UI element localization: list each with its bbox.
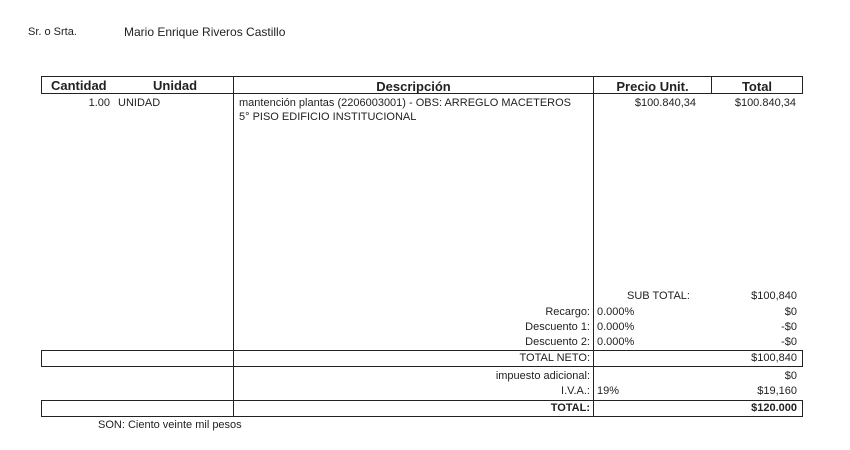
descuento2-pct: 0.000% [597,336,635,348]
subtotal-label: SUB TOTAL: [627,290,690,302]
left-border-header [41,76,42,94]
right-border-neto [802,350,803,367]
total-label: TOTAL: [550,402,590,414]
descuento1-label: Descuento 1: [525,321,590,333]
iva-pct: 19% [597,385,620,397]
total-bottom-border [41,416,802,417]
descuento2-value: -$0 [781,336,797,348]
recargo-pct: 0.000% [597,306,635,318]
customer-name: Mario Enrique Riveros Castillo [124,25,286,39]
header-total: Total [741,79,773,94]
table-top-border [41,76,802,77]
total-value: $120.000 [751,402,797,414]
item-total: $100.840,34 [734,97,796,109]
item-descripcion-line1: mantención plantas (2206003001) - OBS: ARREGLO MACETEROS [239,97,571,109]
iva-label: I.V.A.: [561,385,590,397]
descuento2-label: Descuento 2: [525,336,590,348]
right-border-total [802,400,803,417]
neto-value: $100,840 [751,352,797,364]
recargo-label: Recargo: [545,306,590,318]
descuento1-pct: 0.000% [597,321,635,333]
item-descripcion-line2: 5° PISO EDIFICIO INSTITUCIONAL [239,111,417,123]
item-precio-unit: $100.840,34 [634,97,696,109]
left-border-neto [41,350,42,367]
header-unidad: Unidad [153,78,198,93]
neto-label: TOTAL NETO: [519,352,590,364]
customer-label: Sr. o Srta. [28,26,77,38]
left-border-total [41,400,42,417]
neto-bottom-border [41,366,802,367]
descuento1-value: -$0 [781,321,797,333]
item-cantidad: 1.00 [88,97,110,109]
header-descripcion: Descripción [376,79,451,94]
amount-in-words: SON: Ciento veinte mil pesos [98,419,242,431]
subtotal-value: $100,840 [751,290,797,302]
header-precio-unit: Precio Unit. [616,79,689,94]
impuesto-label: impuesto adicional: [495,370,590,382]
item-unidad: UNIDAD [118,97,161,109]
header-cantidad: Cantidad [51,78,107,93]
impuesto-value: $0 [784,370,797,382]
right-border-header [802,76,803,94]
recargo-value: $0 [784,306,797,318]
iva-value: $19,160 [757,385,797,397]
total-top-border [41,400,802,401]
neto-top-border [41,350,802,351]
